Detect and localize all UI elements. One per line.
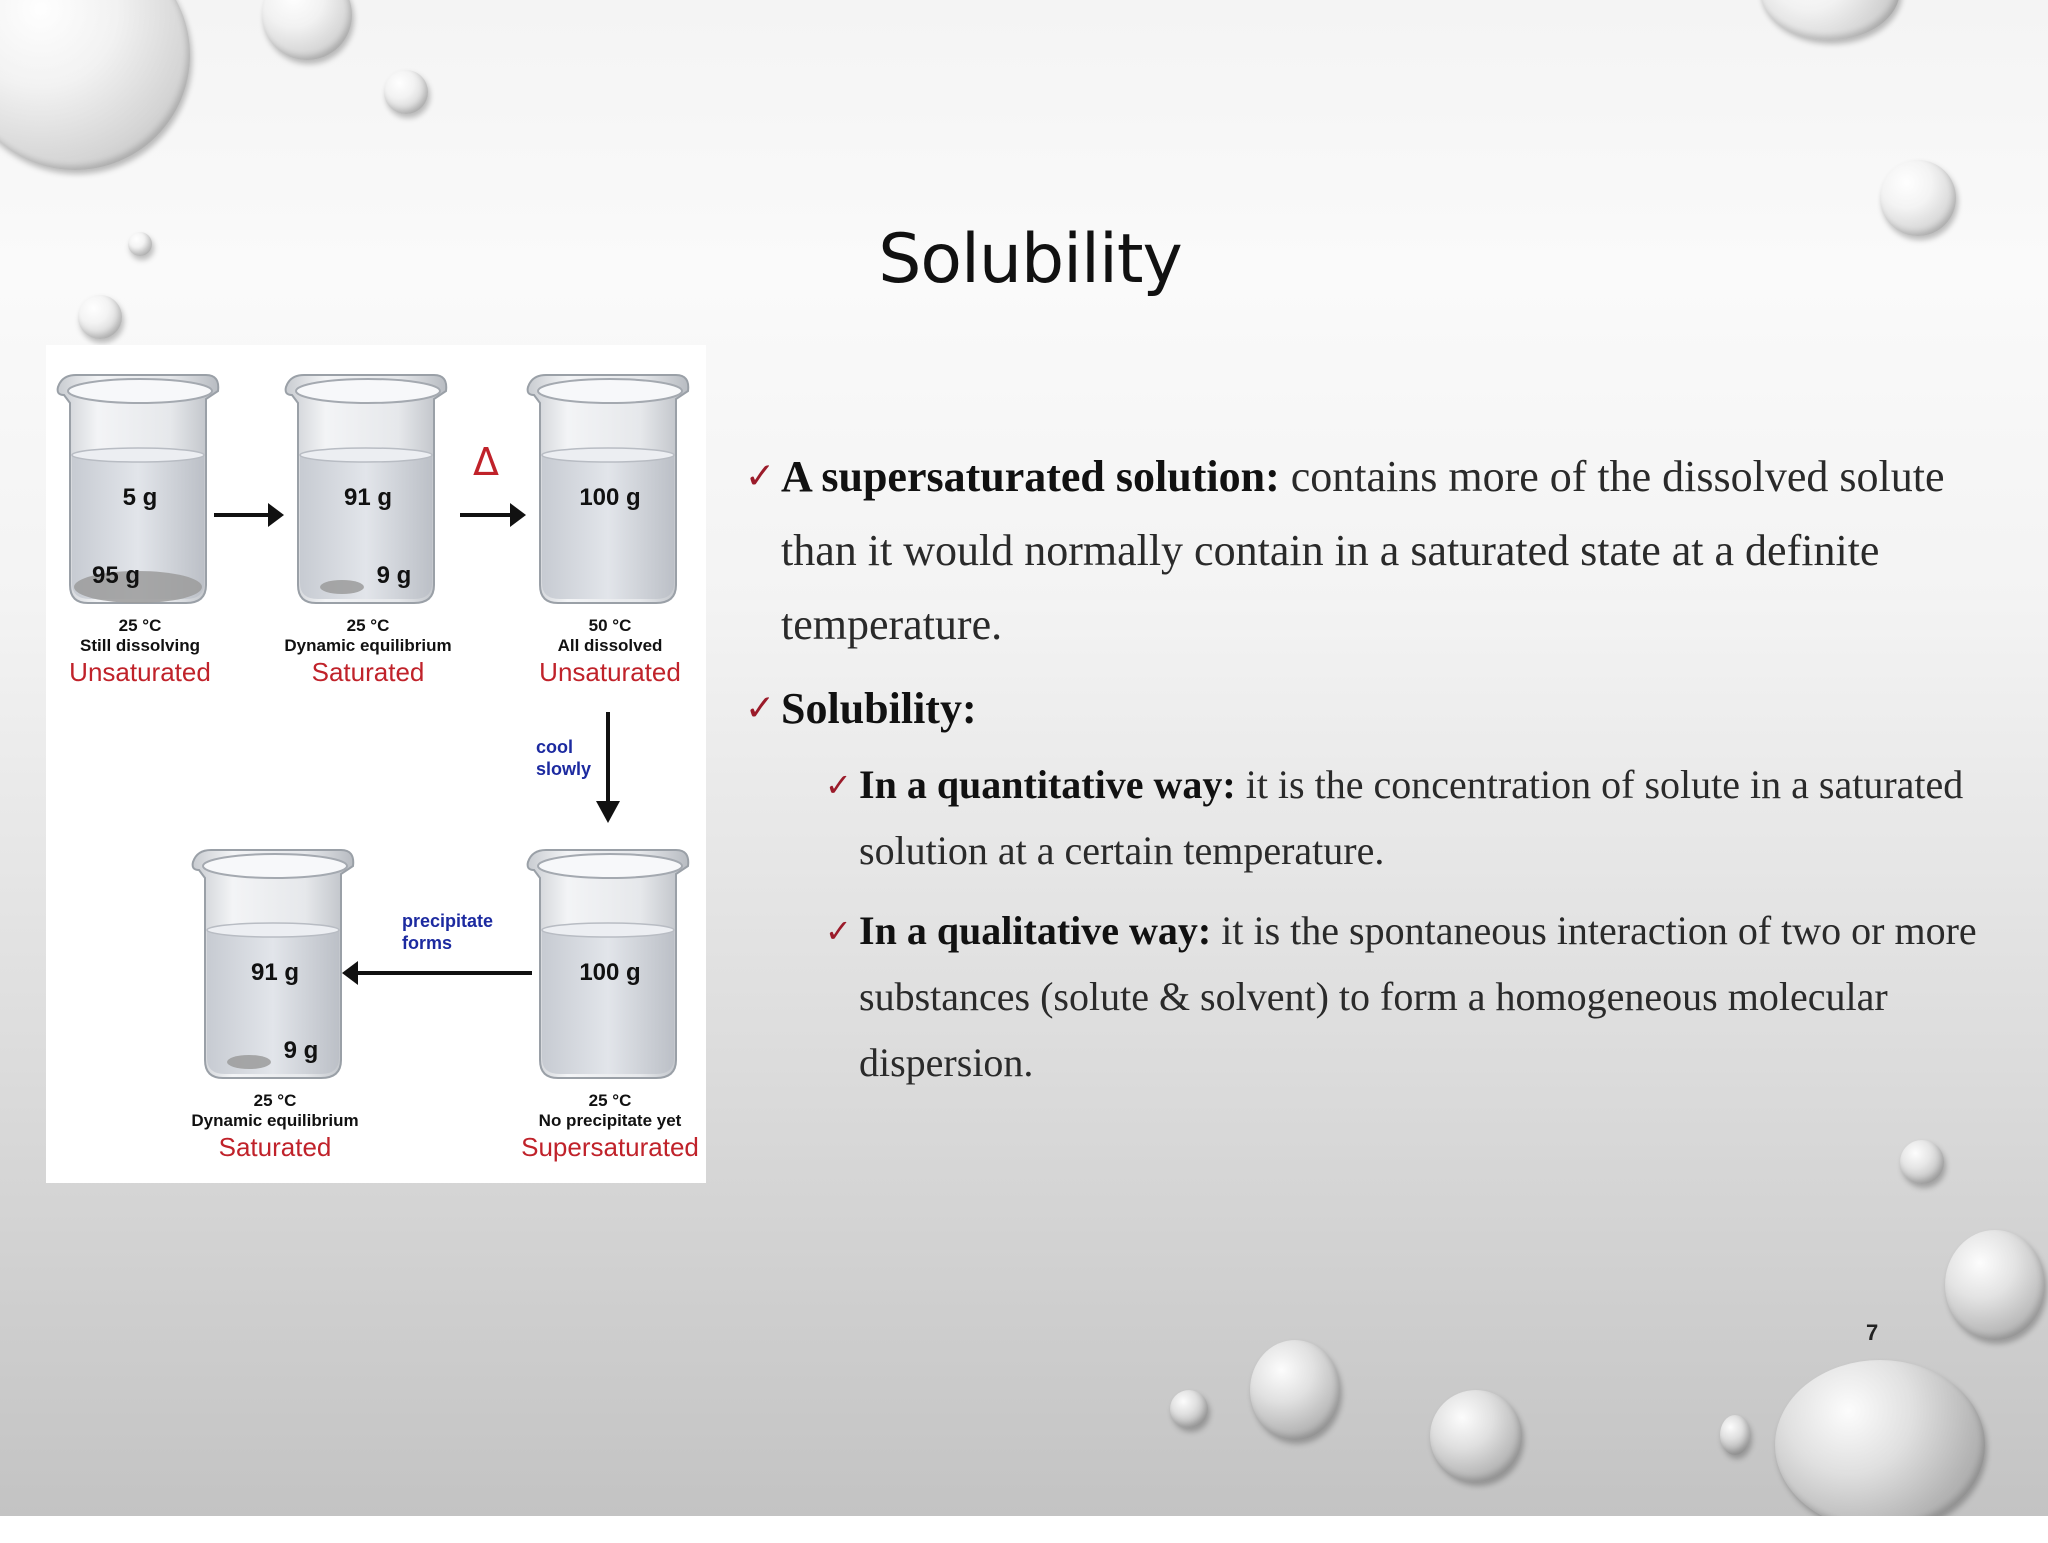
slide-title: Solubility: [878, 220, 1182, 299]
water-drop-decoration: [78, 295, 122, 339]
solution-state-label: Saturated: [311, 657, 425, 687]
water-drop-decoration: [1720, 1415, 1750, 1455]
beaker-liquid: [207, 930, 339, 1074]
sub-bullet-term: In a qualitative way:: [859, 908, 1212, 953]
beaker-rim: [203, 854, 347, 878]
check-icon: ✓: [825, 766, 852, 804]
check-icon: ✓: [745, 456, 776, 497]
water-drop-decoration: [128, 232, 152, 256]
temperature-label: 50 °C: [588, 616, 632, 635]
bullet-term: A supersaturated solution:: [781, 452, 1280, 501]
beaker-liquid-surface: [542, 448, 674, 462]
heat-symbol: Δ: [473, 440, 499, 484]
undissolved-solute: [227, 1055, 271, 1069]
bullet-list: [745, 440, 2015, 1096]
diagram-svg: [46, 345, 706, 1183]
sub-bullet-text: it is the concentration of solute in a saturated solution at a certain temperature.: [859, 762, 1964, 873]
water-drop-decoration: [1430, 1390, 1522, 1482]
water-drop-decoration: [262, 0, 352, 60]
beaker-liquid-surface: [542, 923, 674, 937]
temperature-label: 25 °C: [346, 616, 390, 635]
dissolved-amount-label: 100 g: [579, 959, 641, 986]
beaker-4: [191, 850, 358, 1162]
sub-bullet-qualitative: [745, 898, 2015, 1096]
beaker-rim: [68, 379, 212, 403]
temperature-label: 25 °C: [118, 616, 162, 635]
beaker-2: [284, 375, 451, 687]
beaker-rim: [538, 379, 682, 403]
beaker-liquid-surface: [72, 448, 204, 462]
water-drop-decoration: [1900, 1140, 1944, 1184]
sub-bullet-term: In a quantitative way:: [859, 762, 1236, 807]
water-drop-decoration: [1250, 1340, 1340, 1440]
solution-state-label: Saturated: [218, 1132, 332, 1162]
sub-bullet-text: it is the spontaneous interaction of two or more substances (solute & solvent) to form a homogeneous molecular dispersion.: [859, 908, 1977, 1085]
solubility-diagram: [46, 345, 706, 1183]
dissolved-amount-label: 91 g: [343, 484, 393, 511]
bottom-margin: [0, 1516, 2048, 1543]
precipitate-label-2: forms: [402, 933, 453, 953]
water-drop-decoration: [1945, 1230, 2045, 1340]
temperature-label: 25 °C: [588, 1091, 632, 1110]
water-drop-decoration: [1170, 1390, 1208, 1428]
arrow-right-head: [268, 503, 284, 527]
undissolved-amount-label: 9 g: [376, 562, 412, 589]
cool-label-2: slowly: [536, 759, 592, 779]
solution-state-label: Unsaturated: [69, 657, 211, 687]
precipitate-label-1: precipitate: [402, 911, 494, 931]
dissolved-amount-label: 100 g: [579, 484, 641, 511]
water-drop-decoration: [1760, 0, 1900, 40]
cool-label-1: cool: [536, 737, 574, 757]
process-description: All dissolved: [557, 636, 663, 655]
beaker-rim: [538, 854, 682, 878]
solution-state-label: Supersaturated: [521, 1132, 699, 1162]
undissolved-amount-label: 95 g: [91, 562, 141, 589]
undissolved-amount-label: 9 g: [283, 1037, 319, 1064]
water-drop-decoration: [0, 0, 190, 170]
undissolved-solute: [320, 580, 364, 594]
temperature-label: 25 °C: [253, 1091, 297, 1110]
beaker-liquid-surface: [300, 448, 432, 462]
dissolved-amount-label: 5 g: [122, 484, 158, 511]
sub-bullet-quantitative: [745, 752, 2015, 884]
beaker-liquid: [300, 455, 432, 599]
arrow-right-heat-head: [510, 503, 526, 527]
beaker-rim: [296, 379, 440, 403]
arrow-down-head: [596, 801, 620, 823]
process-description: No precipitate yet: [538, 1111, 682, 1130]
bullet-term: Solubility:: [781, 684, 977, 733]
process-description: Still dissolving: [80, 636, 200, 655]
beaker-liquid: [542, 930, 674, 1074]
beaker-5: [521, 850, 699, 1162]
page-number: 7: [1866, 1320, 1879, 1345]
check-icon: ✓: [825, 912, 852, 950]
bullet-solubility: [745, 672, 2015, 746]
water-drop-decoration: [384, 70, 428, 114]
beaker-liquid-surface: [207, 923, 339, 937]
beaker-1: [58, 375, 219, 687]
process-description: Dynamic equilibrium: [191, 1111, 359, 1130]
solution-state-label: Unsaturated: [539, 657, 681, 687]
arrow-left-head: [342, 961, 358, 985]
check-icon: ✓: [745, 688, 776, 729]
water-drop-decoration: [1775, 1360, 1985, 1516]
beaker-liquid: [542, 455, 674, 599]
water-drop-decoration: [1880, 160, 1956, 236]
dissolved-amount-label: 91 g: [250, 959, 300, 986]
bullet-text: contains more of the dissolved solute than it would normally contain in a saturated state at a definite temperature.: [781, 452, 1945, 649]
process-description: Dynamic equilibrium: [284, 636, 452, 655]
bullet-supersaturated: [745, 440, 2015, 662]
beaker-3: [528, 375, 689, 687]
